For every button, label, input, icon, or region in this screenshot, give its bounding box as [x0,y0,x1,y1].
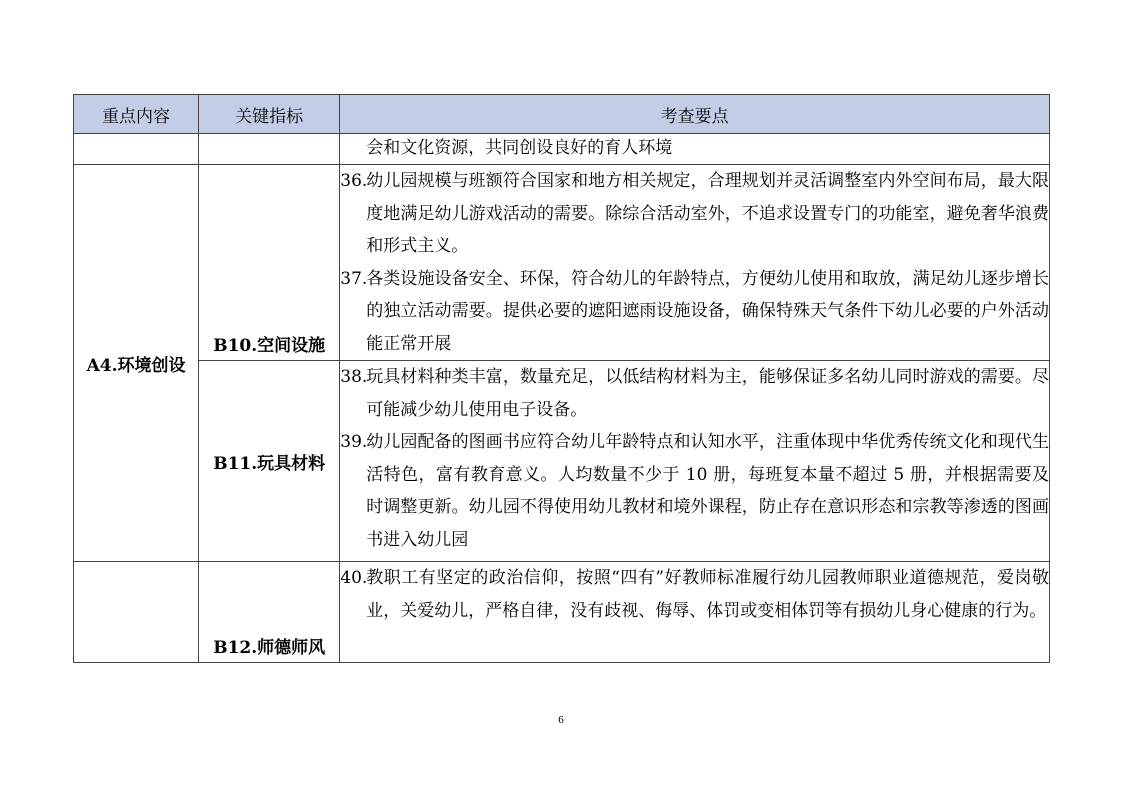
item-text: 玩具材料种类丰富，数量充足，以低结构材料为主，能够保证多名幼儿同时游戏的需要。尽可能减少幼儿使用电子设备。 [366,367,1049,420]
table-header-row [74,95,1050,134]
item-number: 37. [340,268,368,289]
empty-cell [199,134,340,165]
item-number: 40. [340,568,368,588]
list-item [340,361,1049,426]
list-item [340,562,1049,627]
item-number: 38. [340,367,368,387]
list-item [340,165,1049,263]
empty-cell [74,134,199,165]
item-number: 36. [340,171,368,191]
item-text: 教职工有坚定的政治信仰，按照“四有”好教师标准履行幼儿园教师职业道德规范，爱岗敬业，关爱幼儿，严格自律，没有歧视、侮辱、体罚或变相体罚等有损幼儿身心健康的行为。 [366,568,1049,621]
continued-cell [340,134,1050,165]
item-text: 幼儿园配备的图画书应符合幼儿年龄特点和认知水平，注重体现中华优秀传统文化和现代生活特色，富有教育意义。人均数量不少于 10 册，每班复本量不超过 5 册，并根据需要及时调整更新。幼儿园不得使用幼儿教材和境外课程，防止存在意识形态和宗教等渗透的图画书进入幼儿园 [366,432,1049,550]
header-key-indicator: 关键指标 [199,95,340,134]
table-row [74,165,1050,361]
section-a4: A4.环境创设 [74,165,199,562]
header-key-content: 重点内容 [74,95,199,134]
item-number: 39. [340,432,368,452]
table-row [74,562,1050,663]
evaluation-table [73,94,1050,663]
indicator-b10: B10.空间设施 [199,165,340,361]
b12-points [340,562,1050,663]
table-row [74,361,1050,562]
indicator-b11: B11.玩具材料 [199,361,340,562]
b11-points [340,361,1050,562]
list-item [340,426,1049,556]
b10-points [340,165,1050,361]
page-number: 6 [558,714,564,726]
continued-text: 会和文化资源，共同创设良好的育人环境 [366,138,673,158]
indicator-b12: B12.师德师风 [199,562,340,663]
empty-cell [74,562,199,663]
item-text: 各类设施设备安全、环保，符合幼儿的年龄特点，方便幼儿使用和取放，满足幼儿逐步增长的独立活动需要。提供必要的遮阳遮雨设施设备，确保特殊天气条件下幼儿必要的户外活动能正常开展 [366,268,1049,354]
header-check-points: 考查要点 [340,95,1050,134]
item-text: 幼儿园规模与班额符合国家和地方相关规定，合理规划并灵活调整室内外空间布局，最大限度地满足幼儿游戏活动的需要。除综合活动室外，不追求设置专门的功能室，避免奢华浪费和形式主义。 [366,171,1049,256]
list-item [340,263,1049,361]
table-row [74,134,1050,165]
